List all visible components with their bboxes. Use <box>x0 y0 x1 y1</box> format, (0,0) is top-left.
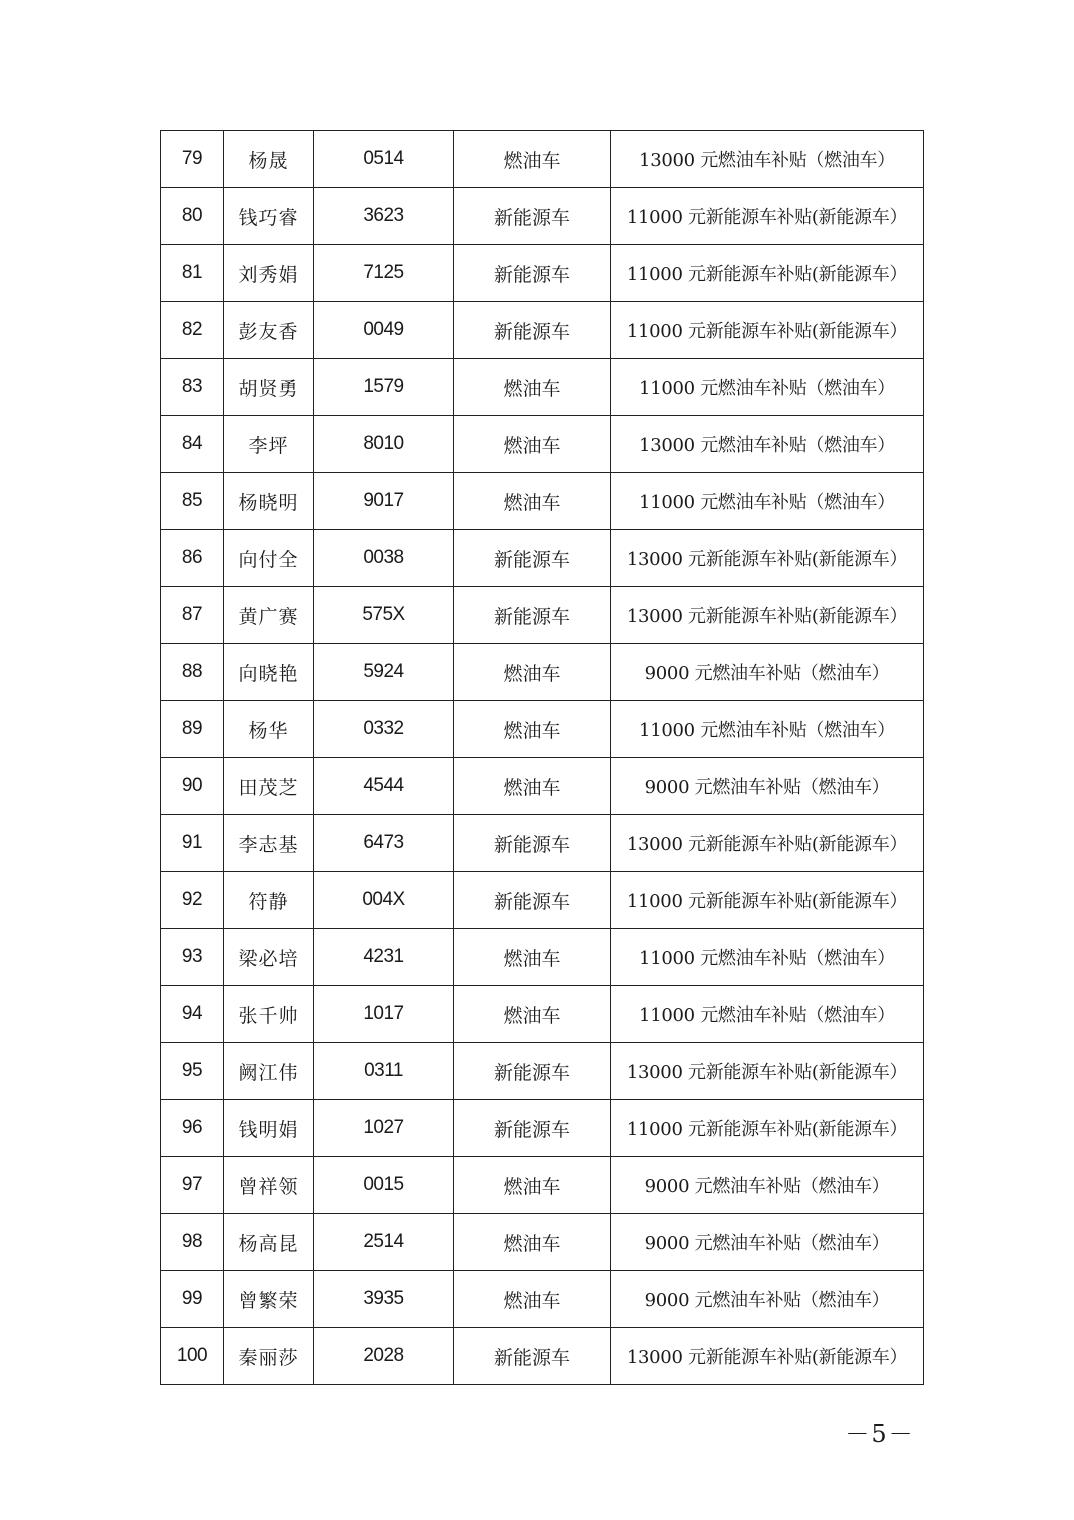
table-row <box>161 701 924 758</box>
row-number-cell: 90 <box>161 758 224 815</box>
table-row <box>161 530 924 587</box>
row-number-cell: 92 <box>161 872 224 929</box>
vehicle-type-cell: 燃油车 <box>454 359 611 416</box>
name-cell: 杨晓明 <box>224 473 314 530</box>
name-cell: 钱明娟 <box>224 1100 314 1157</box>
subsidy-cell: 13000 元燃油车补贴（燃油车） <box>611 131 924 188</box>
id-suffix-cell: 004X <box>314 872 454 929</box>
subsidy-cell: 9000 元燃油车补贴（燃油车） <box>611 644 924 701</box>
name-cell: 杨高昆 <box>224 1214 314 1271</box>
vehicle-type-cell: 燃油车 <box>454 644 611 701</box>
id-suffix-cell: 6473 <box>314 815 454 872</box>
subsidy-cell: 11000 元燃油车补贴（燃油车） <box>611 986 924 1043</box>
row-number-cell: 79 <box>161 131 224 188</box>
subsidy-cell: 13000 元燃油车补贴（燃油车） <box>611 416 924 473</box>
vehicle-type-cell: 燃油车 <box>454 1271 611 1328</box>
table-row <box>161 245 924 302</box>
row-number-cell: 100 <box>161 1328 224 1385</box>
id-suffix-cell: 2028 <box>314 1328 454 1385</box>
row-number-cell: 97 <box>161 1157 224 1214</box>
row-number-cell: 89 <box>161 701 224 758</box>
subsidy-cell: 11000 元新能源车补贴(新能源车） <box>611 245 924 302</box>
vehicle-type-cell: 燃油车 <box>454 701 611 758</box>
subsidy-table <box>160 130 924 1385</box>
table-row <box>161 644 924 701</box>
subsidy-cell: 11000 元新能源车补贴(新能源车） <box>611 872 924 929</box>
vehicle-type-cell: 新能源车 <box>454 302 611 359</box>
subsidy-table-body <box>161 131 924 1385</box>
name-cell: 曾祥领 <box>224 1157 314 1214</box>
subsidy-cell: 9000 元燃油车补贴（燃油车） <box>611 1271 924 1328</box>
row-number-cell: 98 <box>161 1214 224 1271</box>
id-suffix-cell: 8010 <box>314 416 454 473</box>
row-number-cell: 91 <box>161 815 224 872</box>
row-number-cell: 95 <box>161 1043 224 1100</box>
id-suffix-cell: 2514 <box>314 1214 454 1271</box>
id-suffix-cell: 0049 <box>314 302 454 359</box>
name-cell: 田茂芝 <box>224 758 314 815</box>
table-row <box>161 416 924 473</box>
row-number-cell: 82 <box>161 302 224 359</box>
subsidy-cell: 11000 元新能源车补贴(新能源车） <box>611 188 924 245</box>
name-cell: 张千帅 <box>224 986 314 1043</box>
subsidy-cell: 11000 元燃油车补贴（燃油车） <box>611 473 924 530</box>
name-cell: 秦丽莎 <box>224 1328 314 1385</box>
vehicle-type-cell: 新能源车 <box>454 530 611 587</box>
vehicle-type-cell: 燃油车 <box>454 986 611 1043</box>
vehicle-type-cell: 燃油车 <box>454 758 611 815</box>
table-row <box>161 929 924 986</box>
table-row <box>161 302 924 359</box>
subsidy-cell: 9000 元燃油车补贴（燃油车） <box>611 1214 924 1271</box>
name-cell: 杨华 <box>224 701 314 758</box>
subsidy-cell: 11000 元燃油车补贴（燃油车） <box>611 701 924 758</box>
table-row <box>161 1043 924 1100</box>
table-row <box>161 473 924 530</box>
row-number-cell: 93 <box>161 929 224 986</box>
vehicle-type-cell: 燃油车 <box>454 1214 611 1271</box>
name-cell: 胡贤勇 <box>224 359 314 416</box>
row-number-cell: 94 <box>161 986 224 1043</box>
id-suffix-cell: 1027 <box>314 1100 454 1157</box>
id-suffix-cell: 0015 <box>314 1157 454 1214</box>
name-cell: 杨晟 <box>224 131 314 188</box>
table-row <box>161 359 924 416</box>
id-suffix-cell: 4231 <box>314 929 454 986</box>
subsidy-cell: 11000 元燃油车补贴（燃油车） <box>611 359 924 416</box>
row-number-cell: 84 <box>161 416 224 473</box>
name-cell: 梁必培 <box>224 929 314 986</box>
name-cell: 黄广赛 <box>224 587 314 644</box>
name-cell: 向晓艳 <box>224 644 314 701</box>
vehicle-type-cell: 燃油车 <box>454 131 611 188</box>
name-cell: 李坪 <box>224 416 314 473</box>
id-suffix-cell: 0514 <box>314 131 454 188</box>
row-number-cell: 83 <box>161 359 224 416</box>
id-suffix-cell: 7125 <box>314 245 454 302</box>
subsidy-cell: 9000 元燃油车补贴（燃油车） <box>611 1157 924 1214</box>
row-number-cell: 86 <box>161 530 224 587</box>
subsidy-cell: 13000 元新能源车补贴(新能源车） <box>611 1328 924 1385</box>
row-number-cell: 99 <box>161 1271 224 1328</box>
name-cell: 李志基 <box>224 815 314 872</box>
subsidy-cell: 11000 元新能源车补贴(新能源车） <box>611 1100 924 1157</box>
name-cell: 刘秀娟 <box>224 245 314 302</box>
id-suffix-cell: 9017 <box>314 473 454 530</box>
id-suffix-cell: 3935 <box>314 1271 454 1328</box>
id-suffix-cell: 1017 <box>314 986 454 1043</box>
vehicle-type-cell: 燃油车 <box>454 473 611 530</box>
table-row <box>161 872 924 929</box>
subsidy-cell: 13000 元新能源车补贴(新能源车） <box>611 1043 924 1100</box>
row-number-cell: 80 <box>161 188 224 245</box>
row-number-cell: 85 <box>161 473 224 530</box>
id-suffix-cell: 1579 <box>314 359 454 416</box>
table-row <box>161 587 924 644</box>
vehicle-type-cell: 新能源车 <box>454 245 611 302</box>
row-number-cell: 81 <box>161 245 224 302</box>
table-row <box>161 188 924 245</box>
vehicle-type-cell: 新能源车 <box>454 1328 611 1385</box>
row-number-cell: 96 <box>161 1100 224 1157</box>
table-row <box>161 1271 924 1328</box>
table-row <box>161 1157 924 1214</box>
subsidy-cell: 11000 元新能源车补贴(新能源车） <box>611 302 924 359</box>
id-suffix-cell: 3623 <box>314 188 454 245</box>
table-row <box>161 131 924 188</box>
subsidy-cell: 13000 元新能源车补贴(新能源车） <box>611 530 924 587</box>
id-suffix-cell: 0311 <box>314 1043 454 1100</box>
table-row <box>161 986 924 1043</box>
vehicle-type-cell: 新能源车 <box>454 587 611 644</box>
id-suffix-cell: 4544 <box>314 758 454 815</box>
table-row <box>161 758 924 815</box>
vehicle-type-cell: 新能源车 <box>454 872 611 929</box>
row-number-cell: 88 <box>161 644 224 701</box>
name-cell: 曾繁荣 <box>224 1271 314 1328</box>
table-row <box>161 1100 924 1157</box>
vehicle-type-cell: 新能源车 <box>454 815 611 872</box>
vehicle-type-cell: 燃油车 <box>454 416 611 473</box>
subsidy-cell: 11000 元燃油车补贴（燃油车） <box>611 929 924 986</box>
table-row <box>161 1328 924 1385</box>
vehicle-type-cell: 新能源车 <box>454 1043 611 1100</box>
name-cell: 钱巧睿 <box>224 188 314 245</box>
vehicle-type-cell: 新能源车 <box>454 188 611 245</box>
name-cell: 阙江伟 <box>224 1043 314 1100</box>
id-suffix-cell: 5924 <box>314 644 454 701</box>
name-cell: 符静 <box>224 872 314 929</box>
vehicle-type-cell: 燃油车 <box>454 1157 611 1214</box>
name-cell: 彭友香 <box>224 302 314 359</box>
subsidy-cell: 9000 元燃油车补贴（燃油车） <box>611 758 924 815</box>
id-suffix-cell: 0332 <box>314 701 454 758</box>
row-number-cell: 87 <box>161 587 224 644</box>
page-number: －5－ <box>845 1420 915 1448</box>
table-row <box>161 815 924 872</box>
id-suffix-cell: 0038 <box>314 530 454 587</box>
name-cell: 向付全 <box>224 530 314 587</box>
vehicle-type-cell: 新能源车 <box>454 1100 611 1157</box>
vehicle-type-cell: 燃油车 <box>454 929 611 986</box>
subsidy-cell: 13000 元新能源车补贴(新能源车） <box>611 587 924 644</box>
subsidy-cell: 13000 元新能源车补贴(新能源车） <box>611 815 924 872</box>
table-row <box>161 1214 924 1271</box>
id-suffix-cell: 575X <box>314 587 454 644</box>
